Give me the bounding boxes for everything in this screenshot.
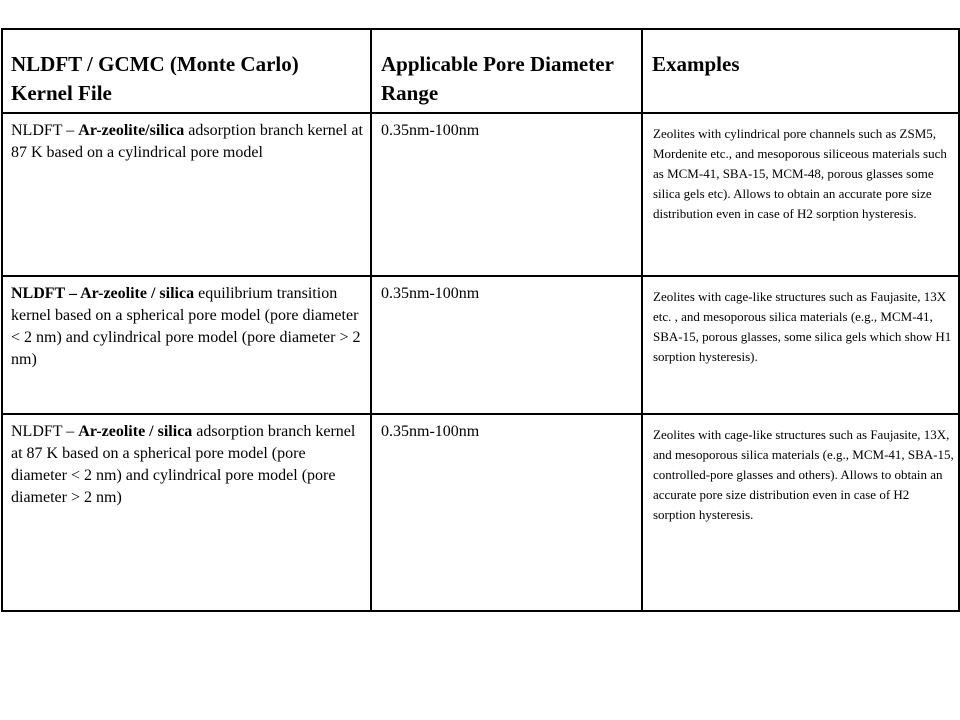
kernel-table	[1, 28, 960, 612]
kernel-material: Ar-zeolite / silica	[80, 285, 195, 302]
kernel-description: adsorption branch kernel at 87 K based on a cylindrical pore model	[11, 122, 363, 161]
kernel-cell	[2, 414, 371, 611]
examples-cell	[642, 113, 959, 276]
kernel-prefix: NLDFT –	[11, 423, 79, 440]
kernel-cell	[2, 276, 371, 414]
kernel-prefix: NLDFT –	[11, 285, 81, 302]
pore-range: 0.35nm-100nm	[381, 285, 480, 302]
kernel-cell	[2, 113, 371, 276]
range-cell	[371, 414, 642, 611]
header-pore-diameter-range: Applicable Pore Diameter Range	[371, 29, 642, 113]
range-cell	[371, 276, 642, 414]
examples-text: Zeolites with cage-like structures such as Faujasite, 13X, and mesoporous silica materials (e.g., MCM-41, SBA-15, controlled-pore glasses and others). Allows to obtain an accurate pore size distribution even in case of H2 sorption hysteresis.	[653, 427, 954, 522]
kernel-description: adsorption branch kernel at 87 K based on a spherical pore model (pore diameter < 2 nm) and cylindrical pore model (pore diameter > 2 nm)	[11, 423, 356, 506]
kernel-material: Ar-zeolite / silica	[78, 423, 193, 440]
examples-text: Zeolites with cage-like structures such as Faujasite, 13X etc. , and mesoporous silica materials (e.g., MCM-41, SBA-15, porous glasses, some silica gels which show H1 sorption hysteresis).	[653, 289, 952, 364]
kernel-material: Ar-zeolite/silica	[78, 122, 185, 139]
header-examples: Examples	[642, 29, 959, 113]
pore-range: 0.35nm-100nm	[381, 423, 480, 440]
range-cell	[371, 113, 642, 276]
pore-range: 0.35nm-100nm	[381, 122, 480, 139]
table-row	[2, 414, 959, 611]
table-row	[2, 113, 959, 276]
examples-cell	[642, 276, 959, 414]
examples-cell	[642, 414, 959, 611]
kernel-prefix: NLDFT –	[11, 122, 79, 139]
kernel-description: equilibrium transition kernel based on a spherical pore model (pore diameter < 2 nm) and cylindrical pore model (pore diameter > 2 nm)	[11, 285, 361, 368]
examples-text: Zeolites with cylindrical pore channels such as ZSM5, Mordenite etc., and mesoporous siliceous materials such as MCM-41, SBA-15, MCM-48, porous glasses some silica gels etc). Allows to obtain an accurate pore size distribution even in case of H2 sorption hysteresis.	[653, 126, 947, 221]
table-header-row	[2, 29, 959, 113]
header-kernel-file: NLDFT / GCMC (Monte Carlo) Kernel File	[2, 29, 371, 113]
table-row	[2, 276, 959, 414]
